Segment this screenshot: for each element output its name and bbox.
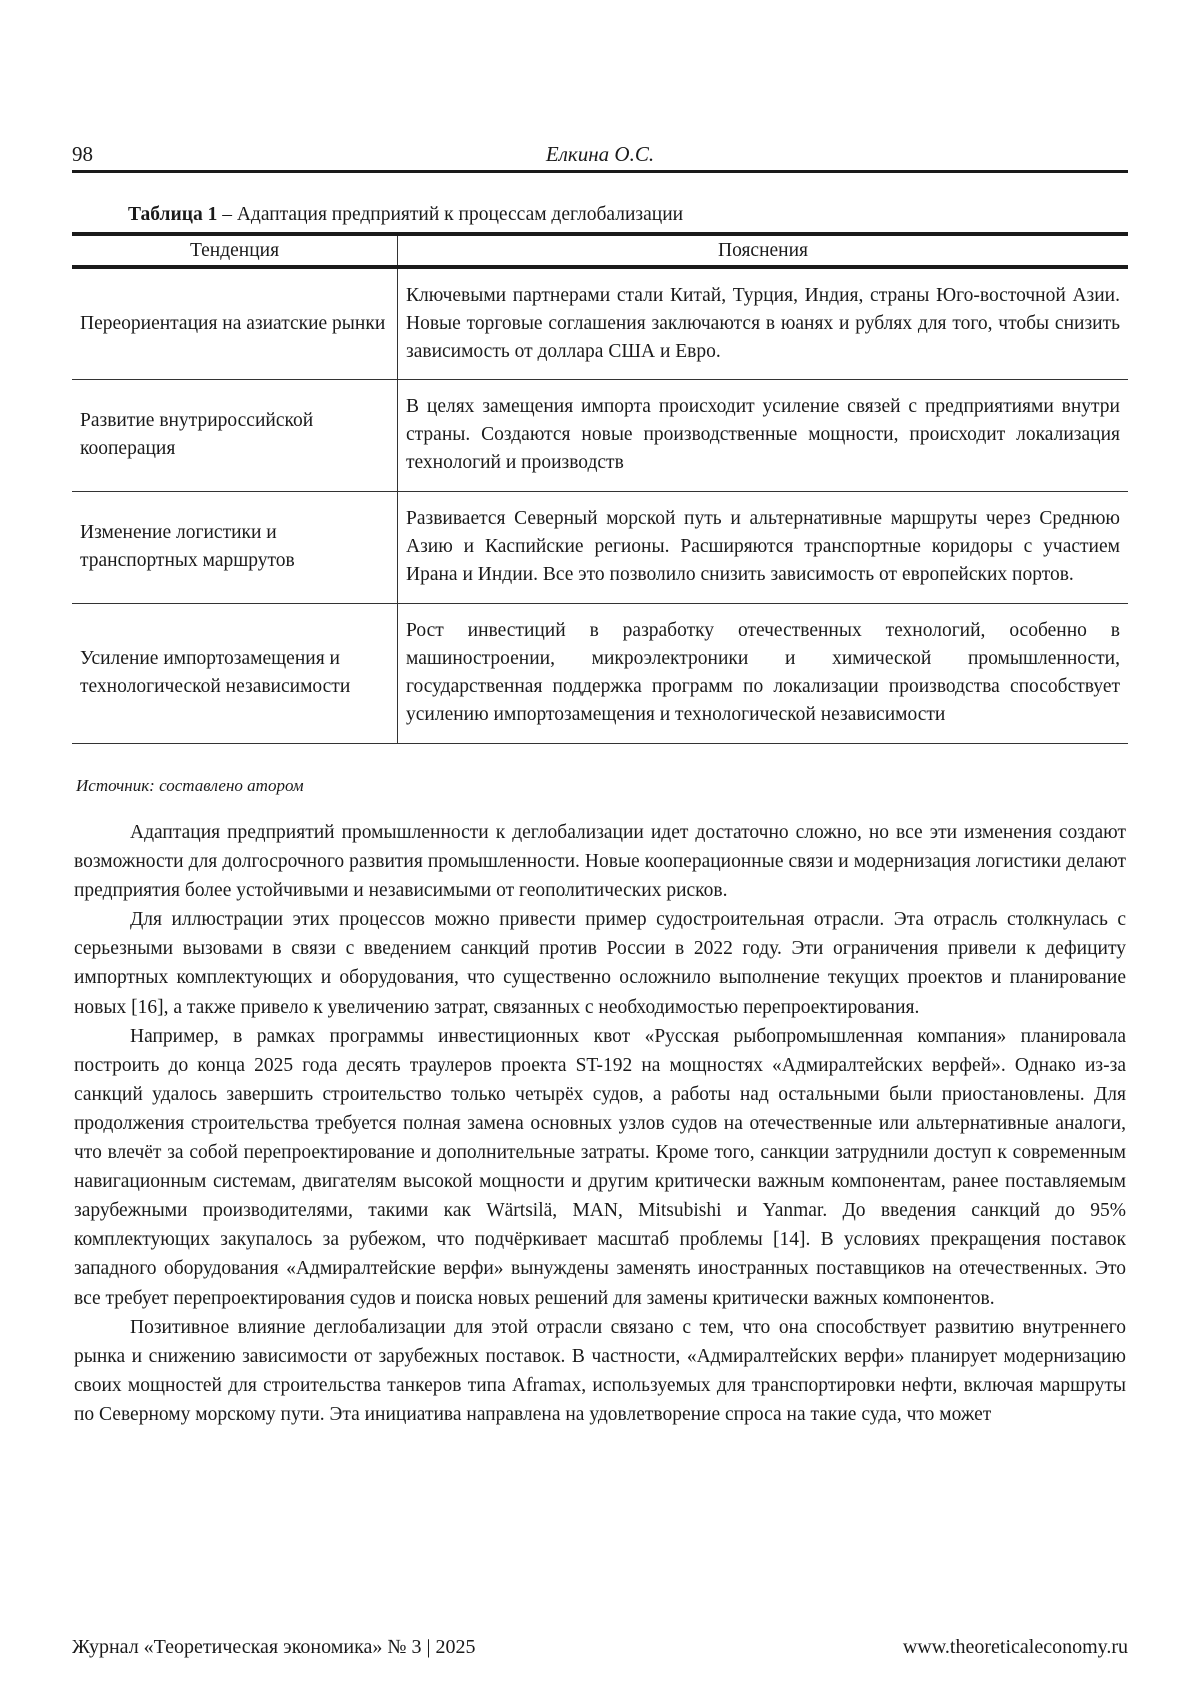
- trend-cell: Развитие внутрироссийской кооперация: [72, 379, 398, 491]
- table-row: [72, 267, 1128, 379]
- trend-cell: Изменение логистики и транспортных маршрутов: [72, 491, 398, 603]
- table-header-row: [72, 234, 1128, 267]
- explanation-cell: Развивается Северный морской путь и альтернативные маршруты через Среднюю Азию и Каспийские регионы. Расширяются транспортные коридоры с участием Ирана и Индии. Все это позволило снизить зависимость от европейских портов.: [406, 508, 1120, 585]
- table-caption-label: Таблица 1: [128, 204, 218, 225]
- table-row: [72, 603, 1128, 743]
- page-number: 98: [72, 142, 93, 166]
- table-caption-text: – Адаптация предприятий к процессам деглобализации: [217, 204, 684, 225]
- paragraph: Позитивное влияние деглобализации для этой отрасли связано с тем, что она способствует развитию внутреннего рынка и снижению зависимости от зарубежных поставок. В частности, «Адмиралтейских верфи» планирует модернизацию своих мощностей для строительства танкеров типа Aframax, используемых для транспортировки нефти, включая маршруты по Северному морскому пути. Эта инициатива направлена на удовлетворение спроса на такие суда, что может: [74, 1316, 1126, 1425]
- header-rule: [72, 170, 1128, 173]
- running-header: [72, 142, 1128, 172]
- explanation-cell: В целях замещения импорта происходит усиление связей с предприятиями внутри страны. Создаются новые производственные мощности, происходит локализация технологий и производств: [406, 396, 1120, 473]
- column-header-explanation: Пояснения: [717, 240, 809, 261]
- running-author: Елкина О.С.: [545, 142, 655, 166]
- table-source-note: Источник: составлено атором: [76, 776, 304, 795]
- paragraph: Адаптация предприятий промышленности к деглобализации идет достаточно сложно, но все эти изменения создают возможности для долгосрочного развития промышленности. Новые кооперационные связи и модернизация логистики делают предприятия более устойчивыми и независимыми от геополитических рисков.: [74, 822, 1126, 902]
- trend-cell: Переориентация на азиатские рынки: [72, 267, 398, 379]
- journal-website: www.theoreticaleconomy.ru: [902, 1636, 1128, 1658]
- adaptation-table: [72, 232, 1128, 744]
- trend-cell: Усиление импортозамещения и технологической независимости: [72, 603, 398, 743]
- paragraph: Для иллюстрации этих процессов можно привести пример судостроительная отрасли. Эта отрасль столкнулась с серьезными вызовами в связи с введением санкций против России в 2022 году. Эти ограничения привели к дефициту импортных комплектующих и оборудования, что существенно осложнило выполнение текущих проектов и планирование новых [16], а также привело к увеличению затрат, связанных с необходимостью перепроектирования.: [74, 909, 1126, 1018]
- paragraph: Например, в рамках программы инвестиционных квот «Русская рыбопромышленная компания» планировала построить до конца 2025 года десять траулеров проекта ST-192 на мощностях «Адмиралтейских верфей». Однако из-за санкций удалось завершить строительство только четырёх судов, а работы над остальными были приостановлены. Для продолжения строительства требуется полная замена основных узлов судов на отечественные или альтернативные аналоги, что влечёт за собой перепроектирование и дополнительные затраты. Кроме того, санкции затруднили доступ к современным навигационным системам, двигателям высокой мощности и другим критически важным компонентам, ранее поставляемым зарубежными производителями, такими как Wärtsilä, MAN, Mitsubishi и Yanmar. До введения санкций до 95% комплектующих закупалось за рубежом, что подчёркивает масштаб проблемы [14]. В условиях прекращения поставок западного оборудования «Адмиралтейские верфи» вынуждены заменять иностранных поставщиков на отечественных. Это все требует перепроектирования судов и поиска новых решений для замены критически важных компонентов.: [74, 1025, 1126, 1309]
- body-text: [74, 818, 1126, 1429]
- table-caption: [128, 204, 683, 226]
- explanation-cell: Ключевыми партнерами стали Китай, Турция, Индия, страны Юго-восточной Азии. Новые торговые соглашения заключаются в юанях и рублях для того, чтобы снизить зависимость от доллара США и Евро.: [406, 284, 1120, 362]
- column-header-trend: Тенденция: [72, 234, 398, 267]
- table-row: [72, 491, 1128, 603]
- explanation-cell: Рост инвестиций в разработку отечественных технологий, особенно в машиностроении, микроэлектроники и химической промышленности, государственная поддержка программ по локализации производства способствует усилению импортозамещения и технологической независимости: [406, 620, 1120, 725]
- journal-name: Журнал «Теоретическая экономика» № 3 | 2025: [72, 1636, 476, 1658]
- table-row: [72, 379, 1128, 491]
